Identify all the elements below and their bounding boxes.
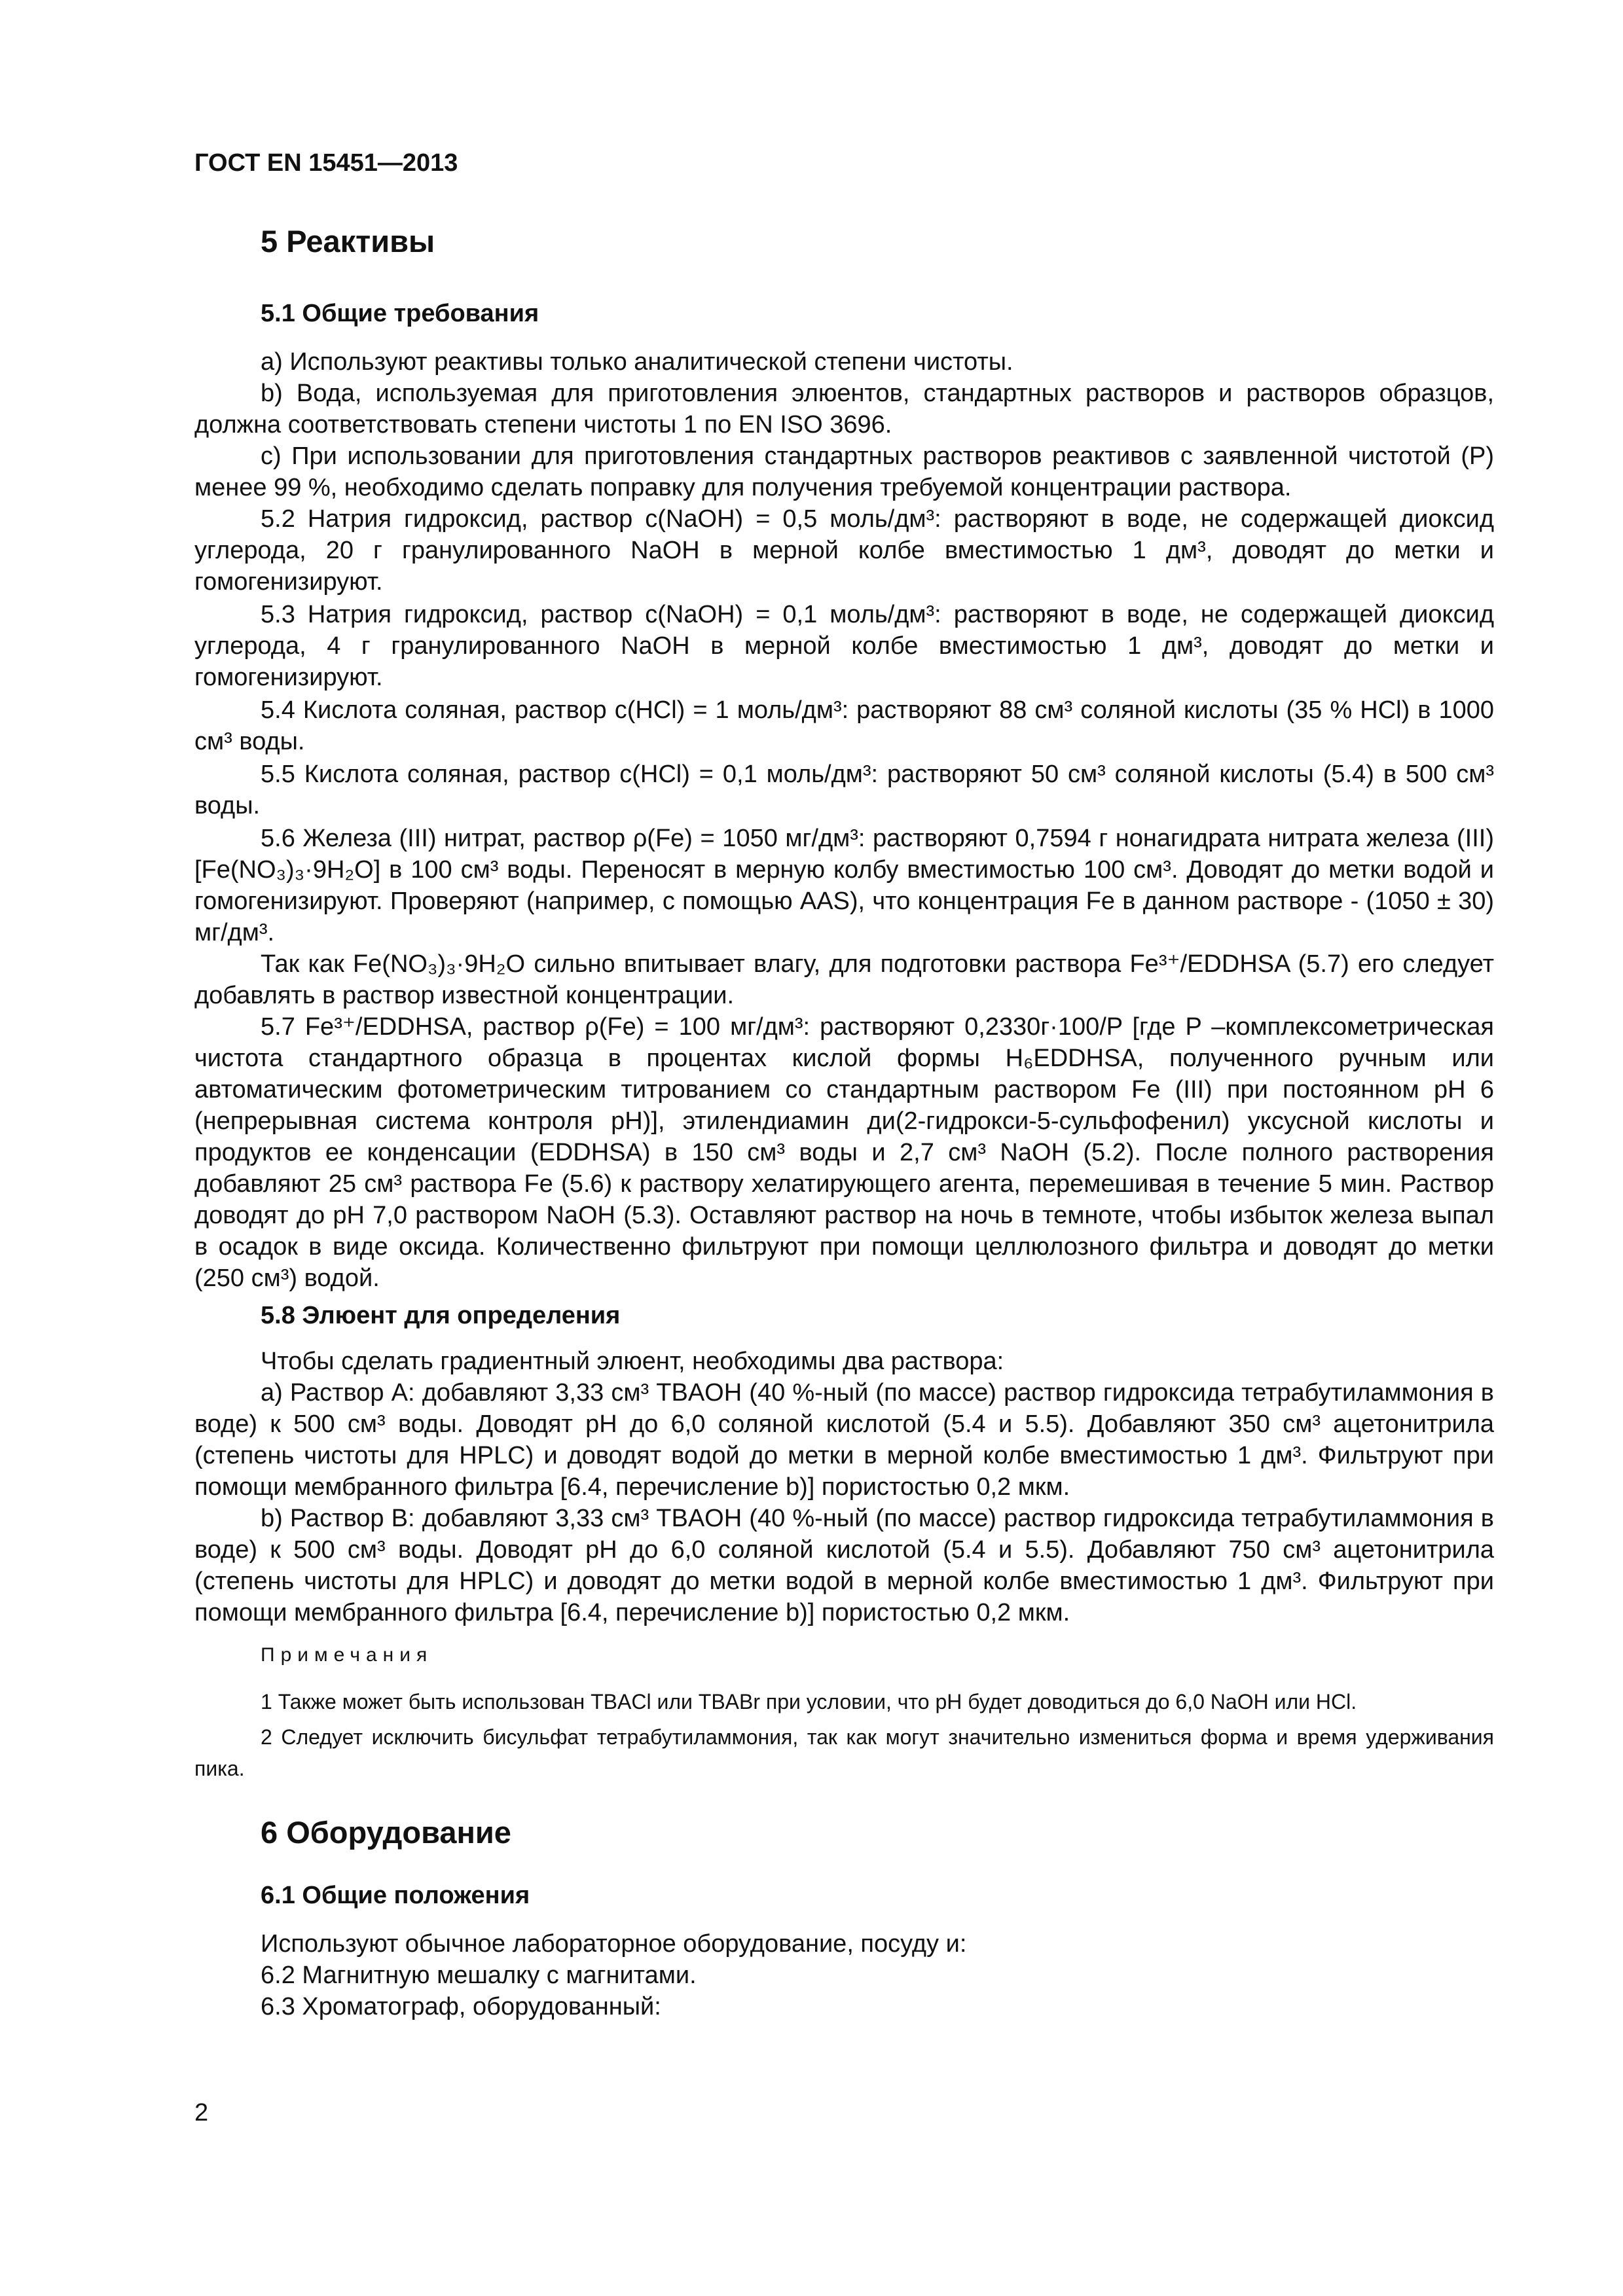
subsection-5-8-title: 5.8 Элюент для определения [261,1302,621,1329]
paragraph-6-2: 6.2 Магнитную мешалку с магнитами. [261,1962,697,1989]
document-code-header: ГОСТ EN 15451—2013 [194,149,458,177]
paragraph-5-6-note: Так как Fe(NO₃)₃·9H₂O сильно впитывает влагу, для подготовки раствора Fe³⁺/EDDHSA (5.7) его следует добавлять в раствор известной концентрации. [194,950,1494,1009]
item-5-1-c: c) При использовании для приготовления стандартных растворов реактивов с заявленной чистотой (P) менее 99 %, необходимо сделать поправку для получения требуемой концентрации раствора. [194,442,1494,501]
document-page [194,149,1494,2022]
paragraph-6-3: 6.3 Хроматограф, оборудованный: [261,1993,661,2020]
paragraph-5-8-a: a) Раствор A: добавляют 3,33 см³ TBAOH (40 %-ный (по массе) раствор гидроксида тетрабутиламмония в воде) к 500 см³ воды. Доводят pH до 6,0 соляной кислотой (5.4 и 5.5). Добавляют 350 см³ ацетонитрила (степень чистоты для HPLC) и доводят водой до метки в мерной колбе вместимостью 1 дм³. Фильтруют при помощи мембранного фильтра [6.4, перечисление b)] пористостью 0,2 мкм. [194,1379,1494,1501]
notes-title: Примечания [261,1644,433,1666]
item-5-1-a: a) Используют реактивы только аналитической степени чистоты. [261,348,1013,376]
section-6-title: 6 Оборудование [261,1815,511,1850]
paragraph-5-8-b: b) Раствор B: добавляют 3,33 см³ TBAOH (40 %-ный (по массе) раствор гидроксида тетрабутиламмония в воде) к 500 см³ воды. Доводят pH до 6,0 соляной кислотой (5.4 и 5.5). Добавляют 750 см³ ацетонитрила (степень чистоты для HPLC) и доводят до метки водой в мерной колбе вместимостью 1 дм³. Фильтруют при помощи мембранного фильтра [6.4, перечисление b)] пористостью 0,2 мкм. [194,1505,1494,1626]
item-5-1-b: b) Вода, используемая для приготовления элюентов, стандартных растворов и растворов образцов, должна соответствовать степени чистоты 1 по EN ISO 3696. [194,380,1494,439]
paragraph-5-4: 5.4 Кислота соляная, раствор с(HCl) = 1 моль/дм³: растворяют 88 см³ соляной кислоты (35 % HCl) в 1000 см³ воды. [194,696,1494,755]
paragraph-5-5: 5.5 Кислота соляная, раствор с(HCl) = 0,1 моль/дм³: растворяют 50 см³ соляной кислоты (5.4) в 500 см³ воды. [194,761,1494,819]
paragraph-6-1: Используют обычное лабораторное оборудование, посуду и: [261,1930,967,1958]
subsection-5-1-title: 5.1 Общие требования [261,300,539,327]
paragraph-5-7: 5.7 Fe³⁺/EDDHSA, раствор ρ(Fe) = 100 мг/дм³: растворяют 0,2330г·100/P [где P –комплексометрическая чистота стандартного образца в процентах кислой формы H₆EDDHSA, полученного ручным или автоматическим фотометрическим титрованием со стандартным раствором Fe (III) при постоянном pH 6 (непрерывная система контроля pH)], этилендиамин ди(2-гидрокси-5-сульфофенил) уксусной кислоты и продуктов ее конденсации (EDDHSA) в 150 см³ воды и 2,7 см³ NaOH (5.2). После полного растворения добавляют 25 см³ раствора Fe (5.6) к раствору хелатирующего агента, перемешивая в течение 5 мин. Раствор доводят до pH 7,0 раствором NaOH (5.3). Оставляют раствор на ночь в темноте, чтобы избыток железа выпал в осадок в виде оксида. Количественно фильтруют при помощи целлюлозного фильтра и доводят до метки (250 см³) водой. [194,1013,1494,1292]
section-5-title: 5 Реактивы [261,224,435,259]
subsection-6-1-title: 6.1 Общие положения [261,1882,530,1909]
paragraph-5-2: 5.2 Натрия гидроксид, раствор с(NaOH) = 0,5 моль/дм³: растворяют в воде, не содержащей диоксид углерода, 20 г гранулированного NaOH в мерной колбе вместимостью 1 дм³, доводят до метки и гомогенизируют. [194,505,1494,596]
note-1: 1 Также может быть использован TBACl или TBABr при условии, что pH будет доводиться до 6,0 NaOH или HCl. [261,1690,1357,1713]
paragraph-5-8-intro: Чтобы сделать градиентный элюент, необходимы два раствора: [261,1348,1004,1375]
paragraph-5-6: 5.6 Железа (III) нитрат, раствор ρ(Fe) = 1050 мг/дм³: растворяют 0,7594 г нонагидрата нитрата железа (III) [Fe(NO₃)₃·9H₂O] в 100 см³ воды. Переносят в мерную колбу вместимостью 100 см³. Доводят до метки водой и гомогенизируют. Проверяют (например, с помощью AAS), что концентрация Fe в данном растворе - (1050 ± 30) мг/дм³. [194,825,1494,946]
note-2: 2 Следует исключить бисульфат тетрабутиламмония, так как могут значительно измениться форма и время удерживания пика. [194,1725,1494,1780]
page-number: 2 [194,2099,209,2126]
paragraph-5-3: 5.3 Натрия гидроксид, раствор с(NaOH) = 0,1 моль/дм³: растворяют в воде, не содержащей диоксид углерода, 4 г гранулированного NaOH в мерной колбе вместимостью 1 дм³, доводят до метки и гомогенизируют. [194,601,1494,691]
